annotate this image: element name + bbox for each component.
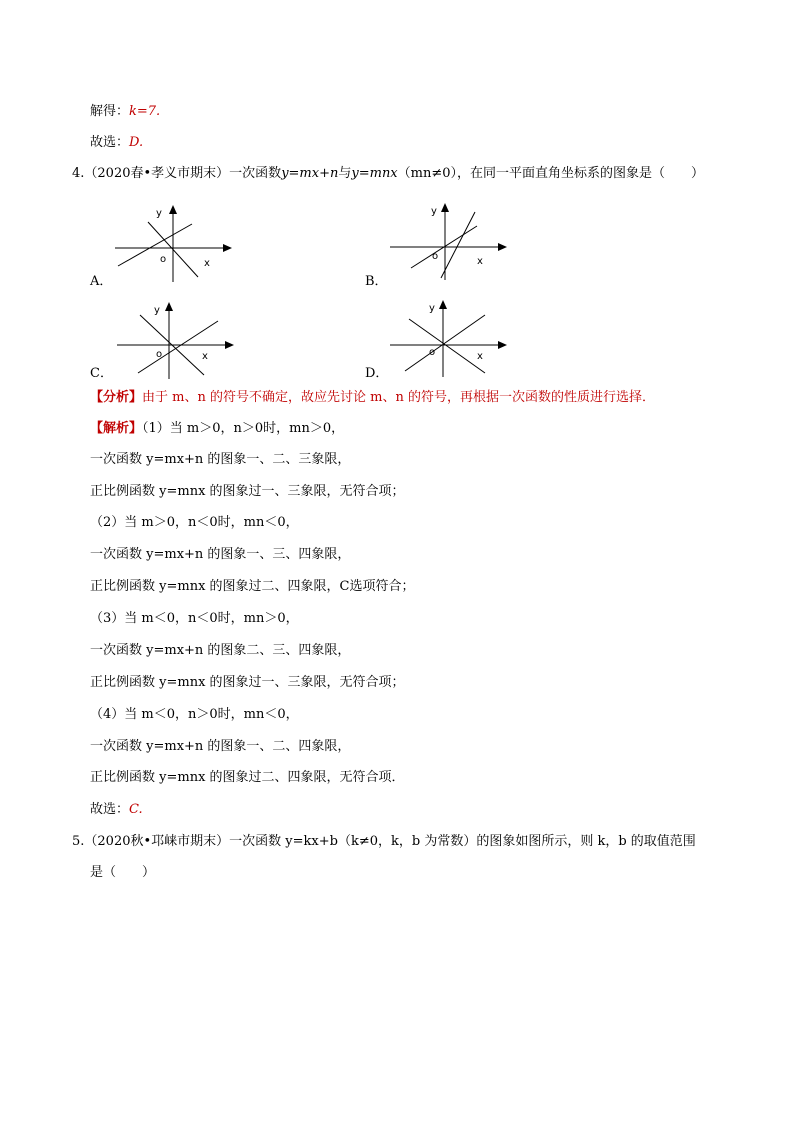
origin-label: o	[429, 347, 436, 358]
solution-line: 一次函数 y=mx+n 的图象一、三、四象限，	[90, 547, 351, 562]
option-b-label[interactable]: B．	[365, 274, 388, 289]
solution-line: 正比例函数 y=mnx 的图象过二、四象限，C选项符合；	[90, 579, 415, 594]
x-axis-label: x	[477, 351, 483, 362]
solution-line: 一次函数 y=mx+n 的图象二、三、四象限，	[90, 643, 351, 658]
option-a-graph	[110, 200, 240, 285]
q5-stem	[72, 833, 696, 851]
y-axis-label: y	[156, 208, 162, 219]
solve-line	[90, 103, 160, 121]
x-axis-label: x	[204, 258, 210, 269]
solution-line: 一次函数 y=mx+n 的图象一、二、四象限，	[90, 739, 351, 754]
graph-line-1	[409, 319, 485, 373]
q4-condition: （mn≠0）	[397, 166, 458, 181]
solution-line: （2）当 m＞0，n＜0时，mn＜0，	[90, 515, 299, 530]
answer-line	[90, 801, 143, 819]
option-d-label[interactable]: D．	[365, 366, 389, 381]
solution-line: （4）当 m＜0，n＞0时，mn＜0，	[90, 707, 299, 722]
analysis-tag: 【分析】	[90, 390, 143, 405]
y-axis-arrow-icon	[169, 205, 177, 214]
y-axis-label: y	[429, 303, 435, 314]
answer-label: 故选：	[90, 802, 130, 817]
x-axis-label: x	[477, 256, 483, 267]
q4-source: （2020春•孝义市期末）	[84, 166, 230, 181]
solution-tag: 【解析】	[90, 421, 143, 436]
option-c-label[interactable]: C．	[90, 366, 113, 381]
prev-answer-line	[90, 134, 143, 152]
q4-stem	[72, 165, 704, 183]
q4-function-2: y=mnx	[351, 166, 398, 181]
option-d-graph	[385, 295, 515, 380]
solution-line	[90, 420, 344, 438]
solution-text: （1）当 m＞0，n＞0时，mn＞0，	[142, 421, 345, 436]
origin-label: o	[432, 251, 439, 262]
solve-label: 解得：	[90, 104, 130, 119]
solution-line: 正比例函数 y=mnx 的图象过一、三象限，无符合项；	[90, 675, 405, 690]
q4-number: 4.	[72, 166, 85, 181]
y-axis-label: y	[431, 206, 437, 217]
q5-stem-line-2: 是（ ）	[90, 865, 156, 880]
option-a-label[interactable]: A．	[90, 274, 113, 289]
solution-line: 一次函数 y=mx+n 的图象一、二、三象限，	[90, 452, 351, 467]
solve-value: k=7.	[129, 104, 161, 119]
graph-line-2	[138, 321, 218, 373]
q5-line-1: （2020秋•邛崃市期末）一次函数 y=kx+b（k≠0，k，b 为常数）的图象如图所示，则 k，b 的取值范围	[84, 834, 696, 849]
x-axis-arrow-icon	[225, 341, 234, 349]
q4-stem-text-c: ，在同一平面直角坐标系的图象是（ ）	[457, 166, 705, 181]
graph-line-2	[405, 315, 485, 371]
option-b-graph	[385, 198, 515, 283]
prev-answer-value: D.	[129, 135, 144, 150]
graph-line-2	[441, 212, 475, 278]
answer-value: C.	[129, 802, 143, 817]
solution-line: 正比例函数 y=mnx 的图象过一、三象限，无符合项；	[90, 484, 405, 499]
origin-label: o	[156, 349, 163, 360]
x-axis-arrow-icon	[498, 341, 507, 349]
analysis-text: 由于 m、n 的符号不确定，故应先讨论 m、n 的符号，再根据一次函数的性质进行选择．	[142, 390, 655, 405]
y-axis-label: y	[154, 305, 160, 316]
y-axis-arrow-icon	[439, 300, 447, 309]
q4-function-1: y=mx+n	[281, 166, 339, 181]
q4-stem-text-a: 一次函数	[229, 166, 282, 181]
y-axis-arrow-icon	[165, 302, 173, 311]
x-axis-arrow-icon	[498, 243, 507, 251]
origin-label: o	[160, 254, 167, 265]
q4-stem-text-b: 与	[338, 166, 352, 181]
analysis-line	[90, 389, 655, 407]
prev-answer-label: 故选：	[90, 135, 130, 150]
x-axis-arrow-icon	[223, 244, 232, 252]
solution-line: （3）当 m＜0，n＜0时，mn＞0，	[90, 611, 299, 626]
y-axis-arrow-icon	[441, 203, 449, 212]
x-axis-label: x	[202, 351, 208, 362]
option-c-graph	[112, 297, 242, 382]
solution-line: 正比例函数 y=mnx 的图象过二、四象限，无符合项．	[90, 770, 405, 785]
q5-number: 5.	[72, 834, 85, 849]
